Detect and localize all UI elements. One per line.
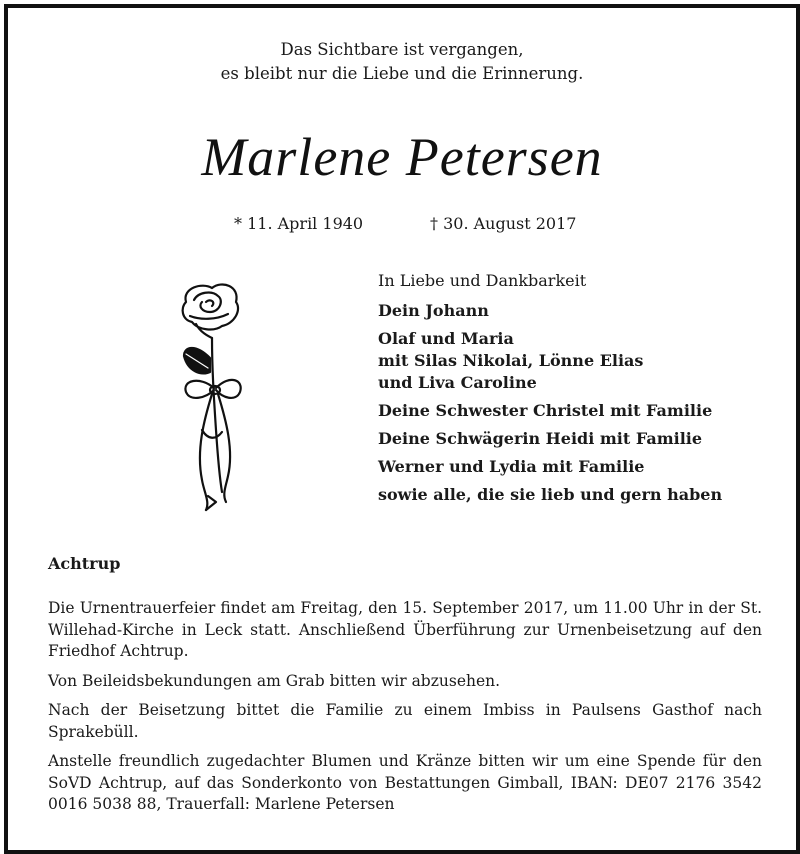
reception-paragraph: Nach der Beisetzung bittet die Familie zu einem Imbiss in Paulsens Gasthof nach Sprakebüll. xyxy=(48,701,762,741)
ceremony-paragraph: Die Urnentrauerfeier findet am Freitag, den 15. September 2017, um 11.00 Uhr in der St. Willehad-Kirche in Leck statt. Anschließend Überführung zur Urnenbeisetzung auf den Friedhof Achtrup. xyxy=(48,599,762,660)
mourner-line: mit Silas Nikolai, Lönne Elias xyxy=(378,351,644,370)
mourner-line: Dein Johann xyxy=(378,301,489,320)
donation-paragraph: Anstelle freundlich zugedachter Blumen und Kränze bitten wir um eine Spende für den SoVD Achtrup, auf das Sonderkonto von Bestattungen Gimball, IBAN: DE07 2176 3542 0016 5038 88, Trauerfall: Marlene Petersen xyxy=(48,752,762,813)
motto-line-1: Das Sichtbare ist vergangen, xyxy=(280,40,524,59)
mourner-line: sowie alle, die sie lieb und gern haben xyxy=(378,485,723,504)
mourner-line: Deine Schwester Christel mit Familie xyxy=(378,401,713,420)
mourner-line: Werner und Lydia mit Familie xyxy=(378,457,645,476)
notice-body xyxy=(48,598,762,824)
death-date: † 30. August 2017 xyxy=(430,214,577,233)
deceased-name: Marlene Petersen xyxy=(201,127,603,187)
condolence-paragraph: Von Beileidsbekundungen am Grab bitten wir abzusehen. xyxy=(48,671,501,690)
mourner-line: Deine Schwägerin Heidi mit Familie xyxy=(378,429,703,448)
rose-icon xyxy=(172,280,254,514)
birth-date: * 11. April 1940 xyxy=(234,214,364,233)
mourner-line: und Liva Caroline xyxy=(378,373,537,392)
family-block xyxy=(378,271,722,512)
motto-line-2: es bleibt nur die Liebe und die Erinnerung. xyxy=(220,64,584,83)
obituary-notice xyxy=(4,4,800,854)
mourner-line: Olaf und Maria xyxy=(378,329,514,348)
motto xyxy=(8,38,796,86)
family-intro: In Liebe und Dankbarkeit xyxy=(378,271,587,290)
place-heading: Achtrup xyxy=(48,554,121,573)
